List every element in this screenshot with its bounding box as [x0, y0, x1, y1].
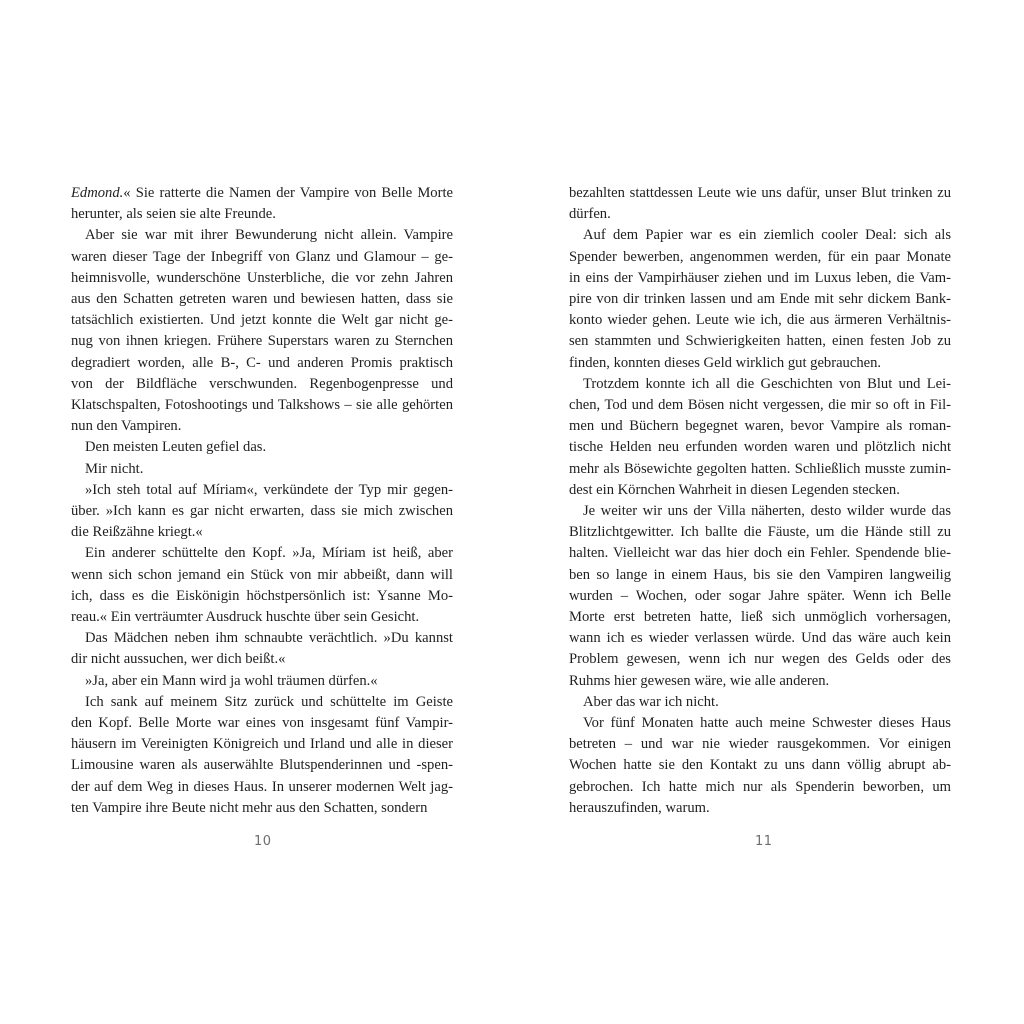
text-line: dürfen. [569, 206, 611, 223]
text-line: bezahlten stattdessen Leute wie uns dafür, unser Blut trinken zu [569, 185, 951, 201]
text-line: Ruhms hier gewesen wäre, wie alle anderen. [569, 672, 830, 689]
text-line: häusern im Vereinigten Königreich und Irland und alle in dieser [71, 736, 453, 753]
paragraph [71, 183, 453, 225]
text-line: herauszufinden, warum. [569, 799, 710, 816]
paragraph [71, 437, 453, 458]
text-line: Ich sank auf meinem Sitz zurück und schüttelte im Geiste [85, 693, 453, 710]
text-line: herunter, als seien sie alte Freunde. [71, 206, 276, 223]
text-line: waren dieser Tage der Inbegriff von Glanz und Glamour – ge- [71, 248, 453, 265]
text-line: Ein anderer schüttelte den Kopf. »Ja, Míriam ist heiß, aber [85, 545, 453, 562]
text-line: gebrochen. Ich hatte mich nur als Spenderin beworben, um [569, 778, 951, 795]
text-line: nun den Vampiren. [71, 418, 182, 435]
paragraph [569, 692, 951, 713]
text-line: tatsächlich existierten. Und jetzt konnte die Welt gar nicht ge- [71, 312, 453, 329]
text-line: pire von dir trinken lassen und am Ende mit sehr dickem Bank- [569, 291, 951, 308]
text-line: Limousine waren als auserwählte Blutspenderinnen und -spen- [71, 757, 453, 774]
text-line: reau.« Ein verträumter Ausdruck huschte über sein Gesicht. [71, 609, 420, 626]
text-line: mehr als Bösewichte gegolten hatten. Schließlich musste zumin- [569, 460, 951, 477]
paragraph [71, 671, 453, 692]
text-line: von der Bildfläche verschwunden. Regenbogenpresse und [71, 375, 453, 392]
italic-name: Edmond. [71, 185, 124, 201]
text-line: über. »Ich kann es gar nicht erwarten, dass sie mich zwischen [71, 503, 453, 520]
text-line: ich, dass es die Eiskönigin höchstpersönlich ist: Ysanne Mo- [71, 587, 453, 604]
text-line: in eins der Vampirhäuser ziehen und im Luxus leben, die Vam- [569, 269, 951, 286]
paragraph [569, 713, 951, 819]
text-line: Auf dem Papier war es ein ziemlich cooler Deal: sich als [583, 227, 951, 244]
paragraph [71, 225, 453, 437]
text-line: finden, konnten dieses Geld wirklich gut gebrauchen. [569, 354, 882, 371]
text-line: »Ich steh total auf Míriam«, verkündete der Typ mir gegen- [85, 481, 453, 498]
text-line: ben so lange in einem Haus, bis sie den Vampiren langweilig [569, 566, 951, 583]
paragraph [71, 459, 453, 480]
text-line: Vor fünf Monaten hatte auch meine Schwester dieses Haus [583, 715, 951, 732]
right-page-text [569, 183, 951, 819]
page-number: 11 [755, 834, 773, 849]
text-line: Je weiter wir uns der Villa näherten, desto wilder wurde das [583, 503, 951, 520]
paragraph [71, 692, 453, 819]
text-line: Klatschspalten, Fotoshootings und Talkshows – sie alle gehörten [71, 397, 453, 414]
text-line: nug von ihnen kriegen. Frühere Superstars waren zu Sternchen [71, 333, 453, 350]
text-line: chen, Tod und dem Bösen nicht vergessen, die mir so oft in Fil- [569, 397, 951, 414]
text-line: konto wieder gehen. Leute wie ich, die aus ärmeren Verhältnis- [569, 312, 951, 329]
paragraph [569, 374, 951, 501]
text-line: Den meisten Leuten gefiel das. [85, 439, 267, 456]
text-line: degradiert worden, alle B-, C- und anderen Promis praktisch [71, 354, 453, 371]
text-line: »Ja, aber ein Mann wird ja wohl träumen dürfen.« [85, 672, 378, 689]
text-line: Trotzdem konnte ich all die Geschichten von Blut und Lei- [583, 375, 951, 392]
text-line: sen stammten und Schwierigkeiten hatten, einen festen Job zu [569, 333, 951, 350]
text-line: halten. Vielleicht war das hier doch ein Fehler. Spendende blie- [569, 545, 951, 562]
text-line: tische Helden neu erfunden worden waren und plötzlich nicht [569, 439, 951, 456]
text-line: men und Büchern begegnet waren, bevor Vampire als roman- [569, 418, 951, 435]
text-line: Mir nicht. [85, 460, 144, 477]
paragraph [71, 543, 453, 628]
text-line: ten Vampire ihre Beute nicht mehr aus den Schatten, sondern [71, 799, 428, 816]
text-line: wenn sich schon jemand ein Stück von mir abbeißt, dann will [71, 566, 453, 583]
text-line: Morte erst betreten hatte, ließ sich unmöglich vorhersagen, [569, 609, 951, 626]
text-line: betreten – und war nie wieder rausgekommen. Vor einigen [569, 736, 951, 753]
text-line: der auf dem Weg in dieses Haus. In unserer modernen Welt jag- [71, 778, 453, 795]
text-line: Aber sie war mit ihrer Bewunderung nicht allein. Vampire [85, 227, 453, 244]
text-line: Problem gewesen, wenn ich nur wegen des Gelds oder des [569, 651, 951, 668]
text-line: Aber das war ich nicht. [583, 693, 719, 710]
text-line: Spender bewerben, angenommen werden, für ein paar Monate [569, 248, 951, 265]
left-page-text [71, 183, 453, 819]
text-line: den Kopf. Belle Morte war eines von insgesamt fünf Vampir- [71, 715, 453, 732]
text-line: heimnisvolle, wunderschöne Unsterbliche, die vor zehn Jahren [71, 269, 453, 286]
paragraph [569, 501, 951, 692]
text-line: dest ein Körnchen Wahrheit in diesen Legenden stecken. [569, 481, 900, 498]
paragraph [71, 628, 453, 670]
right-page [512, 0, 1024, 1024]
text-line: wurden – Wochen, oder sogar Jahre später. Wenn ich Belle [569, 587, 951, 604]
text-line: aus den Schatten getreten waren und bewiesen hatten, dass sie [71, 291, 453, 308]
text-line: Blitzlichtgewitter. Ich ballte die Fäuste, um die Hände still zu [569, 524, 951, 541]
page-number: 10 [254, 834, 272, 849]
text-line: die Reißzähne kriegt.« [71, 524, 203, 541]
text-line: Edmond.« Sie ratterte die Namen der Vampire von Belle Morte [71, 185, 453, 201]
text-line: Wochen hatte sie den Kontakt zu uns dann völlig abrupt ab- [569, 757, 951, 774]
text-line: dir nicht aussuchen, wer dich beißt.« [71, 651, 286, 668]
paragraph [71, 480, 453, 544]
paragraph [569, 183, 951, 225]
text-line: Das Mädchen neben ihm schnaubte verächtlich. »Du kannst [85, 630, 453, 647]
text-line: wann ich es wieder verlassen würde. Und das wäre auch kein [569, 630, 951, 647]
paragraph [569, 225, 951, 373]
